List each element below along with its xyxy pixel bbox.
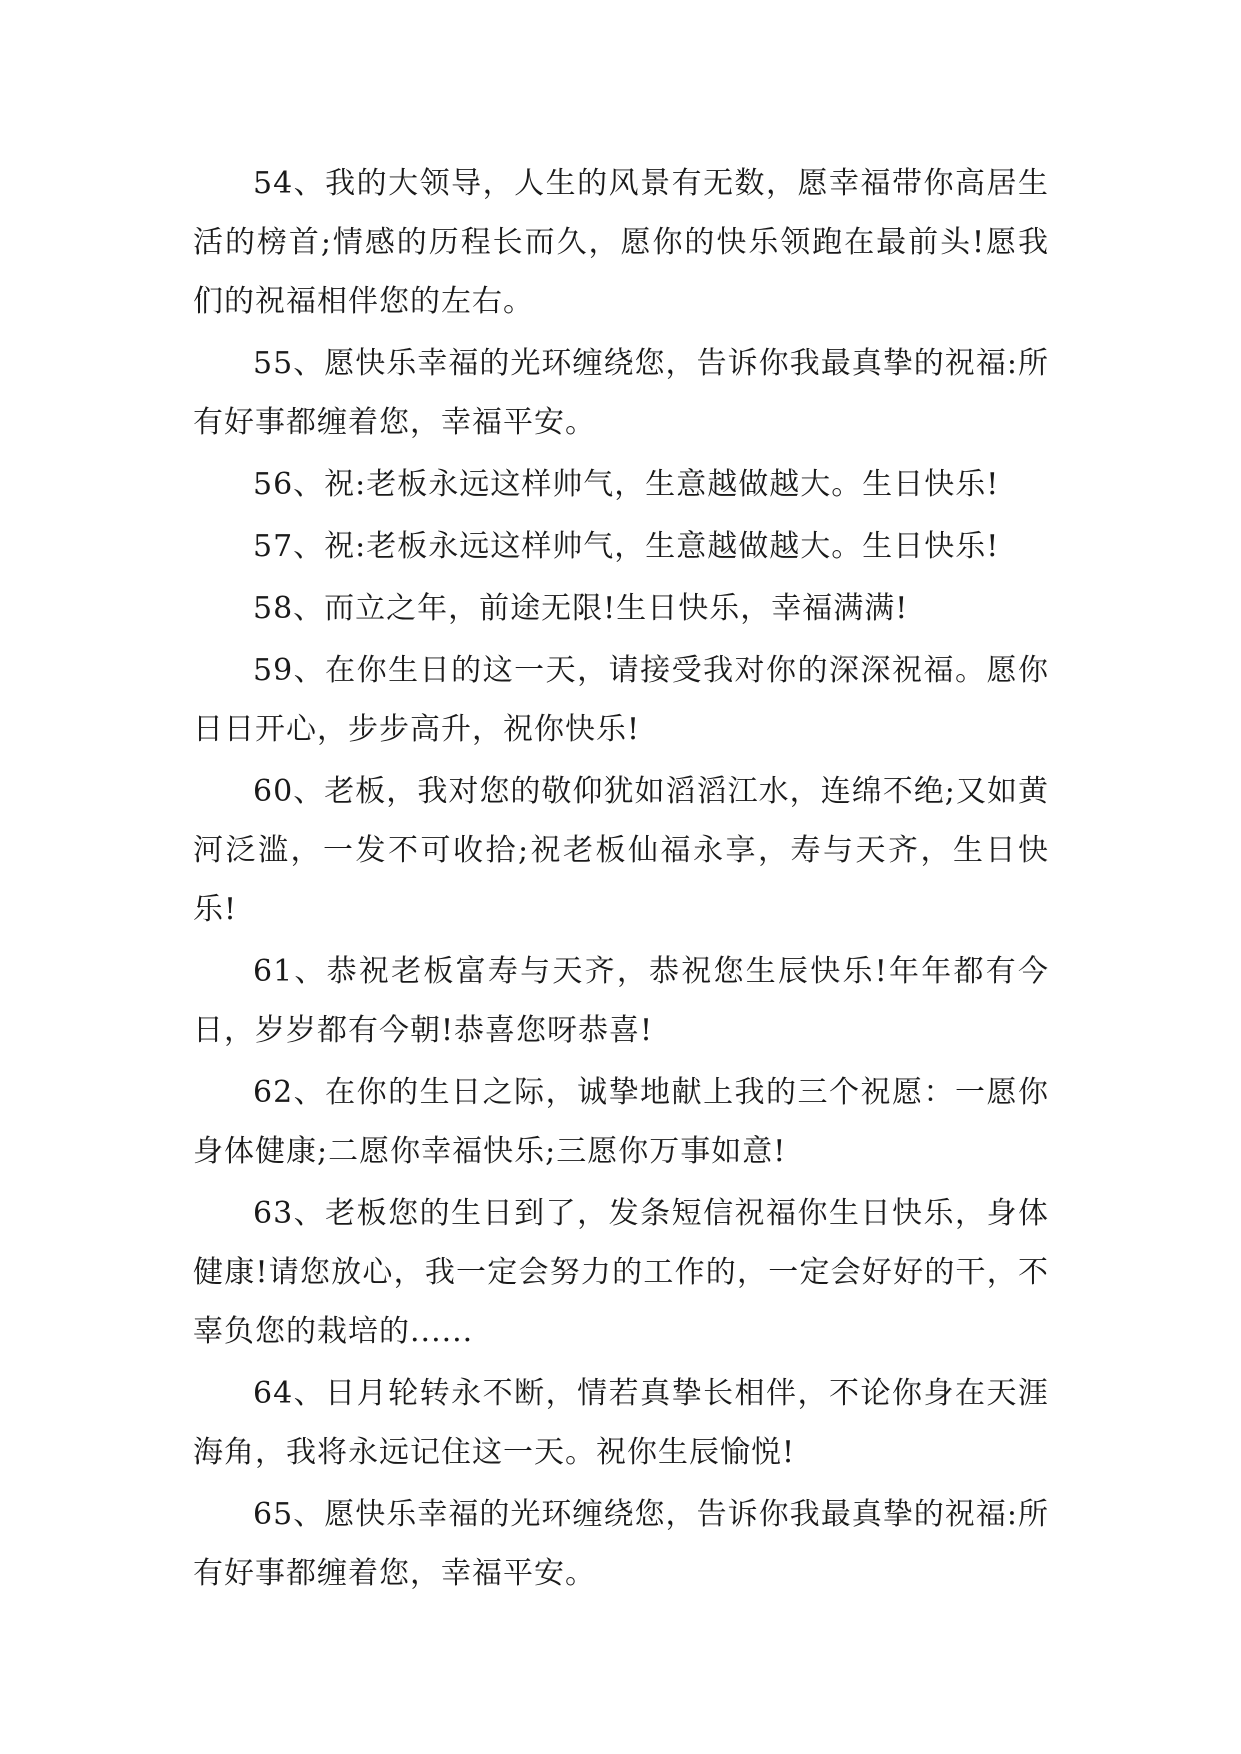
- paragraph-55: 55、愿快乐幸福的光环缠绕您，告诉你我最真挚的祝福:所有好事都缠着您，幸福平安。: [193, 346, 1049, 440]
- paragraph-59: 59、在你生日的这一天，请接受我对你的深深祝福。愿你日日开心，步步高升，祝你快乐!: [193, 653, 1049, 747]
- paragraph-60: 60、老板，我对您的敬仰犹如滔滔江水，连绵不绝;又如黄河泛滥，一发不可收拾;祝老板仙福永享，寿与天齐，生日快乐!: [193, 774, 1049, 927]
- paragraph-57: 57、祝:老板永远这样帅气，生意越做越大。生日快乐!: [253, 529, 1000, 564]
- paragraph-62: 62、在你的生日之际，诚挚地献上我的三个祝愿：一愿你身体健康;二愿你幸福快乐;三愿你万事如意!: [193, 1075, 1049, 1169]
- paragraph-54: 54、我的大领导，人生的风景有无数，愿幸福带你高居生活的榜首;情感的历程长而久，愿你的快乐领跑在最前头!愿我们的祝福相伴您的左右。: [193, 166, 1049, 319]
- document-body: [193, 154, 1049, 1606]
- paragraph-63: 63、老板您的生日到了，发条短信祝福你生日快乐，身体健康!请您放心，我一定会努力的工作的，一定会好好的干，不辜负您的栽培的......: [193, 1196, 1049, 1349]
- paragraph-56: 56、祝:老板永远这样帅气，生意越做越大。生日快乐!: [253, 467, 1000, 502]
- paragraph-64: 64、日月轮转永不断，情若真挚长相伴，不论你身在天涯海角，我将永远记住这一天。祝你生辰愉悦!: [193, 1376, 1049, 1470]
- paragraph-65: 65、愿快乐幸福的光环缠绕您，告诉你我最真挚的祝福:所有好事都缠着您，幸福平安。: [193, 1497, 1049, 1591]
- paragraph-58: 58、而立之年，前途无限!生日快乐，幸福满满!: [253, 591, 909, 626]
- paragraph-61: 61、恭祝老板富寿与天齐，恭祝您生辰快乐!年年都有今日，岁岁都有今朝!恭喜您呀恭喜!: [193, 954, 1049, 1048]
